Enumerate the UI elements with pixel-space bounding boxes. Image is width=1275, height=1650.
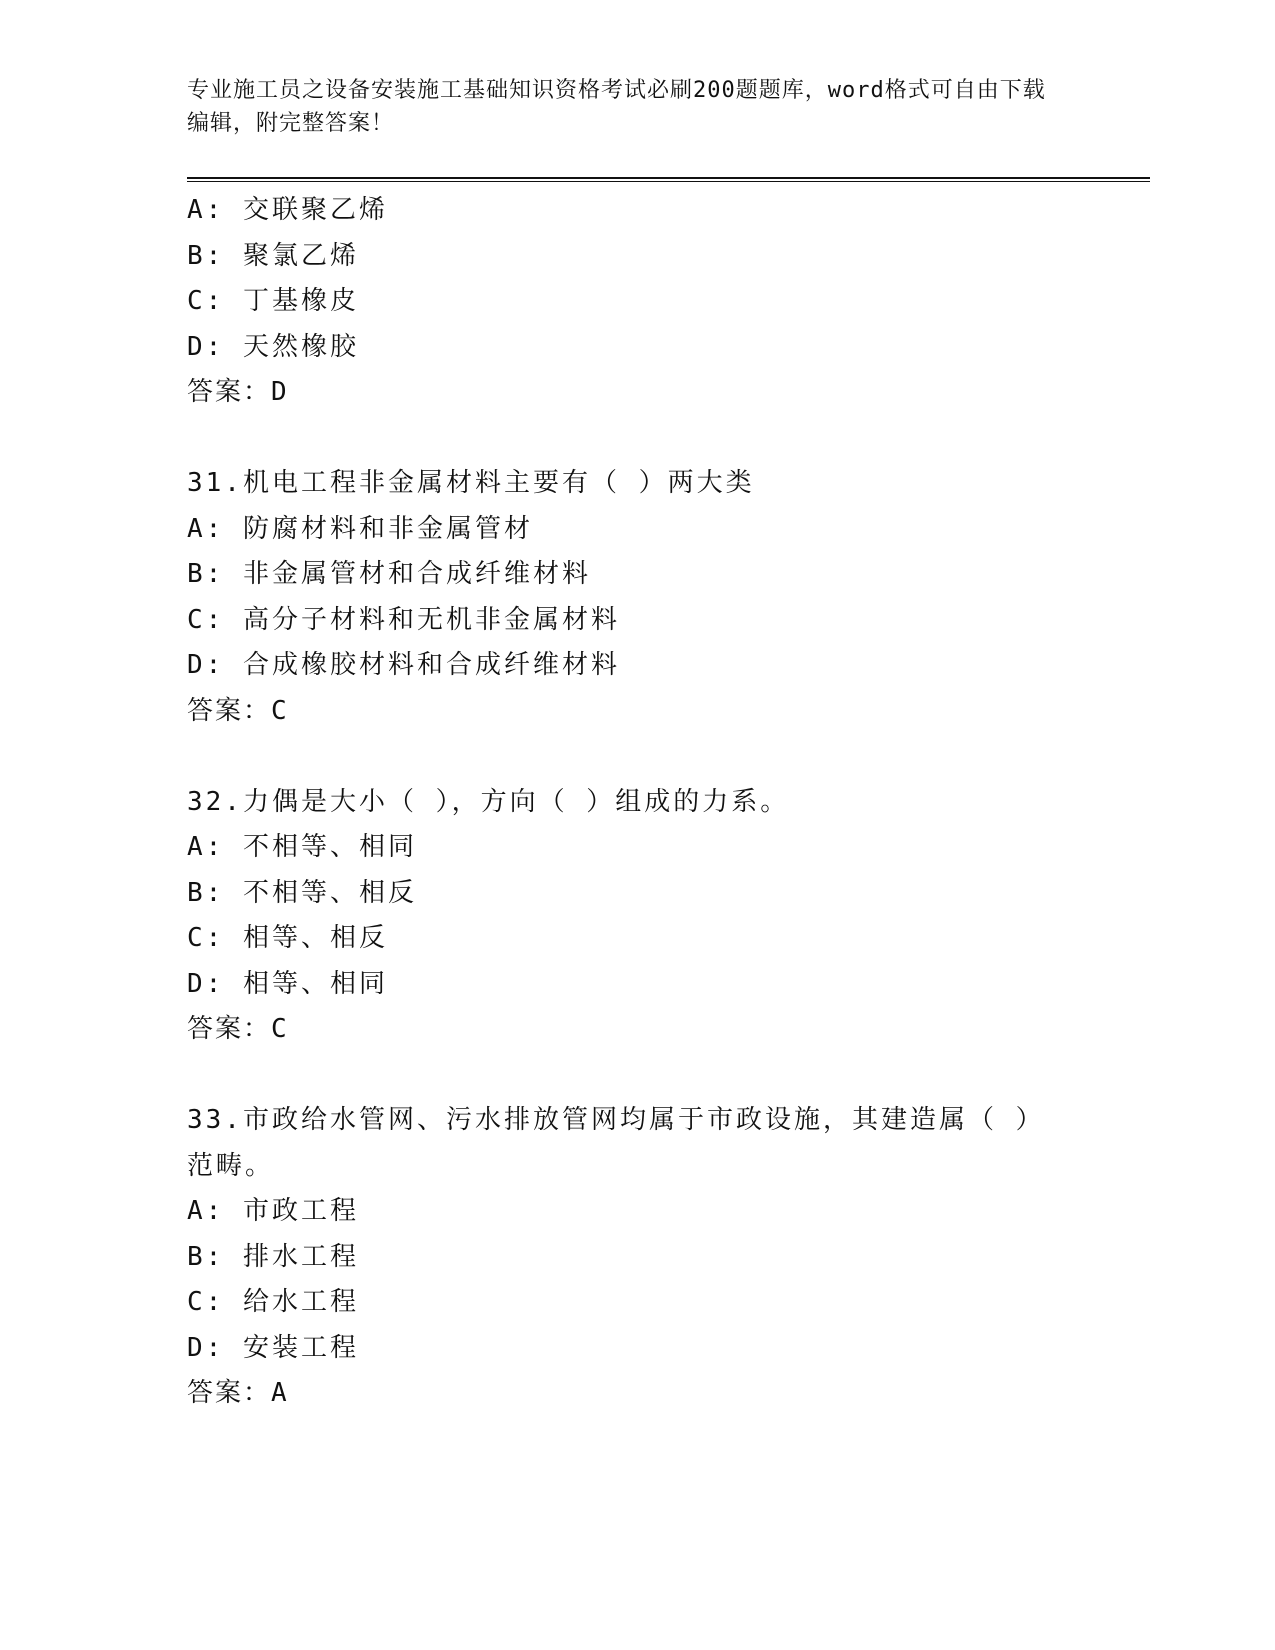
option-d: D: 合成橡胶材料和合成纤维材料 — [187, 650, 620, 680]
answer-line: 答案：A — [187, 1378, 289, 1408]
spacer — [187, 1053, 1087, 1099]
option-c: C: 高分子材料和无机非金属材料 — [187, 604, 620, 635]
option-b: B: 非金属管材和合成纤维材料 — [187, 559, 591, 589]
option-d: D: 安装工程 — [187, 1332, 359, 1363]
option-a: A: 防腐材料和非金属管材 — [187, 513, 533, 544]
option-a: A: 交联聚乙烯 — [187, 195, 388, 225]
option-a: A: 不相等、相同 — [187, 832, 417, 862]
answer-line: 答案：C — [187, 1014, 289, 1044]
question-block-32 — [187, 780, 1087, 1053]
option-b: B: 聚氯乙烯 — [187, 240, 359, 271]
question-stem: 31.机电工程非金属材料主要有（ ）两大类 — [187, 468, 755, 498]
header-divider — [187, 177, 1150, 182]
question-block-prev — [187, 188, 1087, 416]
answer-line: 答案：D — [187, 377, 289, 407]
option-a: A: 市政工程 — [187, 1196, 359, 1226]
option-c: C: 丁基橡皮 — [187, 286, 359, 316]
answer-line: 答案：C — [187, 695, 289, 726]
document-header: 专业施工员之设备安装施工基础知识资格考试必刷200题题库，word格式可自由下载编辑，附完整答案！ — [187, 78, 1046, 136]
question-list — [187, 188, 1087, 1417]
question-block-33 — [187, 1098, 1087, 1417]
option-c: C: 相等、相反 — [187, 923, 388, 953]
question-block-31 — [187, 461, 1087, 734]
option-d: D: 天然橡胶 — [187, 331, 359, 362]
spacer — [187, 734, 1087, 780]
option-b: B: 排水工程 — [187, 1241, 359, 1272]
question-stem: 32.力偶是大小（ ），方向（ ）组成的力系。 — [187, 786, 790, 817]
option-d: D: 相等、相同 — [187, 968, 388, 999]
option-c: C: 给水工程 — [187, 1287, 359, 1317]
question-stem: 33.市政给水管网、污水排放管网均属于市政设施，其建造属（ ）范畴。 — [187, 1105, 1045, 1181]
spacer — [187, 416, 1087, 462]
option-b: B: 不相等、相反 — [187, 877, 417, 908]
